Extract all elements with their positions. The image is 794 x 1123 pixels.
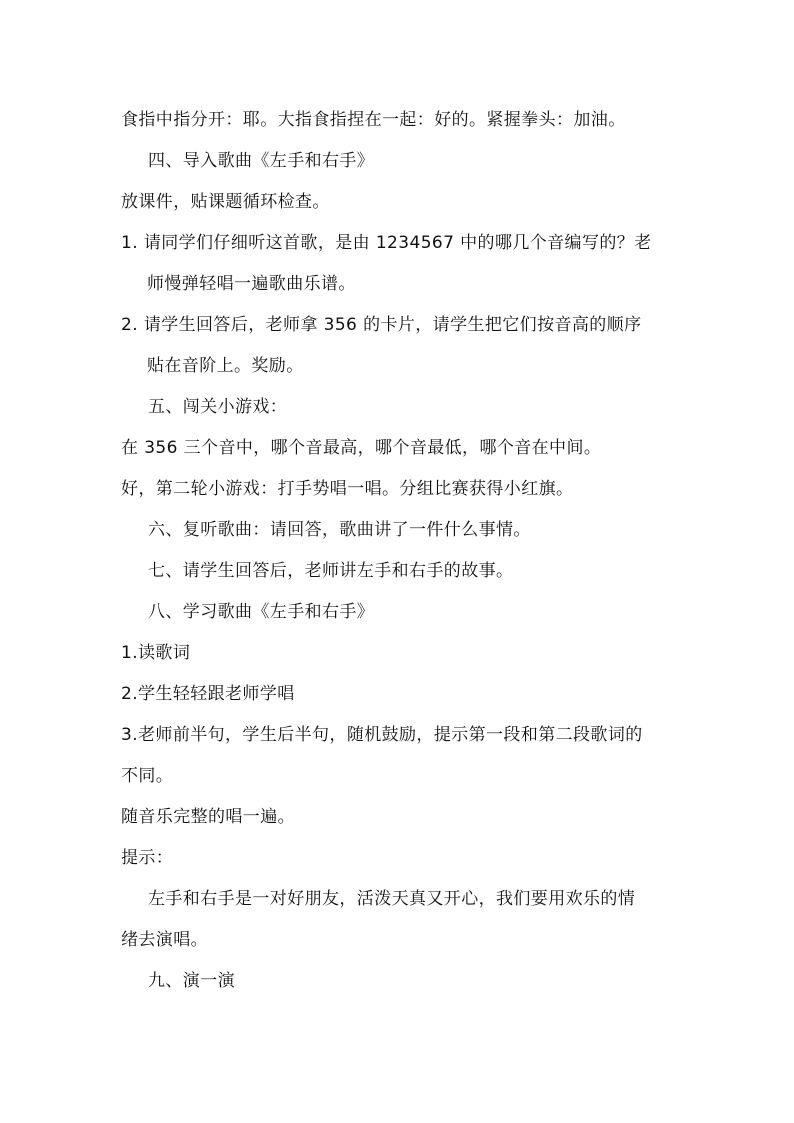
text-line-1: 食指中指分开：耶。大指食指捏在一起：好的。紧握拳头：加油。 (121, 110, 626, 130)
step-2: 2.学生轻轻跟老师学唱 (121, 684, 295, 704)
section-heading-8: 八、学习歌曲《左手和右手》 (148, 602, 375, 622)
tip-label: 提示： (121, 848, 174, 868)
numbered-item-2: 2. 请学生回答后，老师拿 356 的卡片，请学生把它们按音高的顺序 (121, 315, 642, 335)
section-heading-4: 四、导入歌曲《左手和右手》 (148, 151, 375, 171)
text-line-18: 随音乐完整的唱一遍。 (121, 807, 295, 827)
step-1: 1.读歌词 (121, 643, 191, 663)
section-heading-6: 六、复听歌曲：请回答，歌曲讲了一件什么事情。 (148, 520, 531, 540)
section-heading-5: 五、闯关小游戏： (148, 397, 288, 417)
numbered-item-2-continued: 贴在音阶上。奖励。 (147, 356, 304, 376)
numbered-item-1-continued: 师慢弹轻唱一遍歌曲乐谱。 (147, 274, 356, 294)
step-3-continued: 不同。 (121, 766, 174, 786)
tip-paragraph: 左手和右手是一对好朋友，活泼天真又开心，我们要用欢乐的情 (148, 889, 636, 909)
section-heading-9: 九、演一演 (148, 971, 235, 991)
section-heading-7: 七、请学生回答后，老师讲左手和右手的故事。 (148, 561, 514, 581)
step-3: 3.老师前半句，学生后半句，随机鼓励，提示第一段和第二段歌词的 (121, 725, 643, 745)
text-line-9: 在 356 三个音中，哪个音最高，哪个音最低，哪个音在中间。 (121, 438, 602, 458)
text-line-3: 放课件，贴课题循环检查。 (121, 192, 330, 212)
tip-paragraph-continued: 绪去演唱。 (121, 930, 208, 950)
text-line-10: 好，第二轮小游戏：打手势唱一唱。分组比赛获得小红旗。 (121, 479, 574, 499)
numbered-item-1: 1. 请同学们仔细听这首歌，是由 1234567 中的哪几个音编写的？老 (121, 233, 652, 253)
